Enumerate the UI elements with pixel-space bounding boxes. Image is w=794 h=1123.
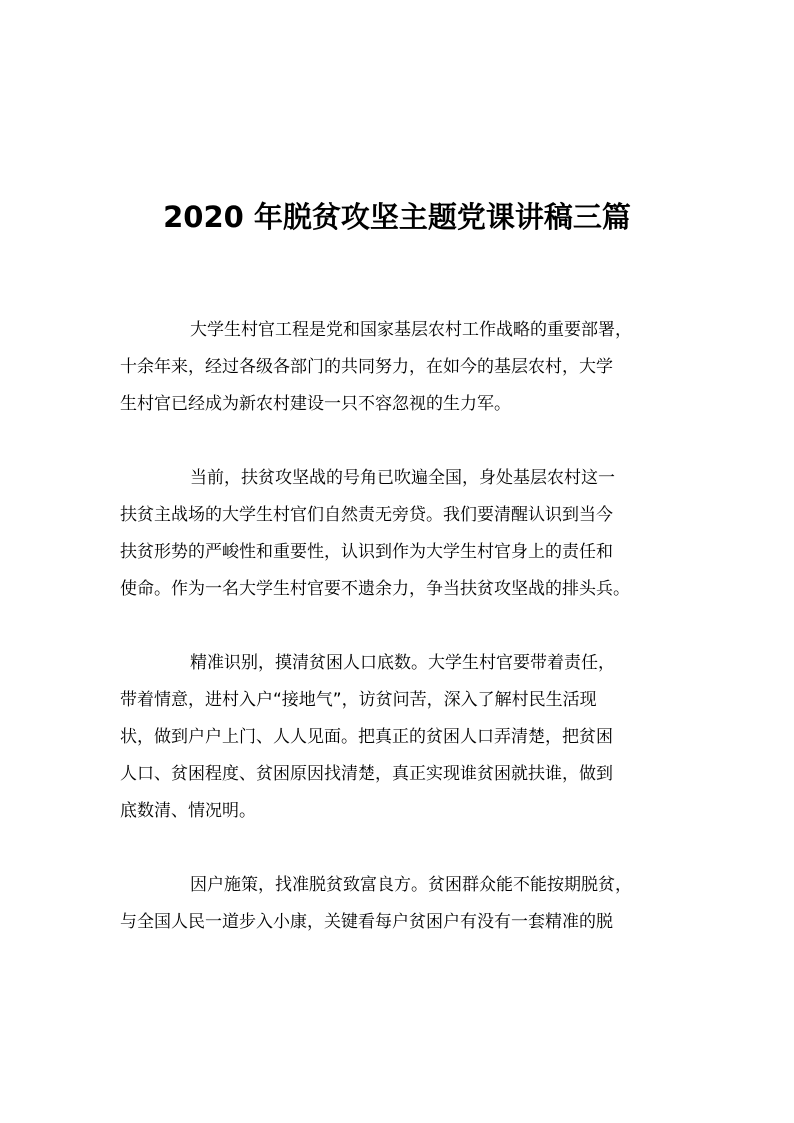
text-line: 与全国人民一道步入小康，关键看每户贫困户有没有一套精准的脱 [120,912,613,932]
text-line: 人口、贫困程度、贫困原因找清楚，真正实现谁贫困就扶谁，做到 [120,764,613,784]
paragraph-3 [120,645,690,830]
paragraph-4 [120,867,690,941]
paragraph-2 [120,460,690,608]
text-line: 十余年来，经过各级各部门的共同努力，在如今的基层农村，大学 [120,357,613,377]
text-line: 大学生村官工程是党和国家基层农村工作战略的重要部署， [190,320,632,340]
text-line: 当前，扶贫攻坚战的号角已吹遍全国，身处基层农村这一 [190,468,615,488]
text-line: 扶贫主战场的大学生村官们自然责无旁贷。我们要清醒认识到当今 [120,505,613,525]
document-title: 2020 年脱贫攻坚主题党课讲稿三篇 [163,200,631,234]
text-line: 底数清、情况明。 [120,801,256,821]
paragraph-1 [120,312,690,423]
text-line: 因户施策，找准脱贫致富良方。贫困群众能不能按期脱贫， [190,875,632,895]
text-line: 状，做到户户上门、人人见面。把真正的贫困人口弄清楚，把贫困 [120,727,613,747]
text-line: 扶贫形势的严峻性和重要性，认识到作为大学生村官身上的责任和 [120,542,613,562]
text-line: 使命。作为一名大学生村官要不遗余力，争当扶贫攻坚战的排头兵。 [120,579,630,599]
text-line: 带着情意，进村入户“接地气”，访贫问苦，深入了解村民生活现 [120,690,597,710]
text-line: 精准识别，摸清贫困人口底数。大学生村官要带着责任， [190,653,615,673]
text-line: 生村官已经成为新农村建设一只不容忽视的生力军。 [120,394,511,414]
document-body [120,312,690,978]
